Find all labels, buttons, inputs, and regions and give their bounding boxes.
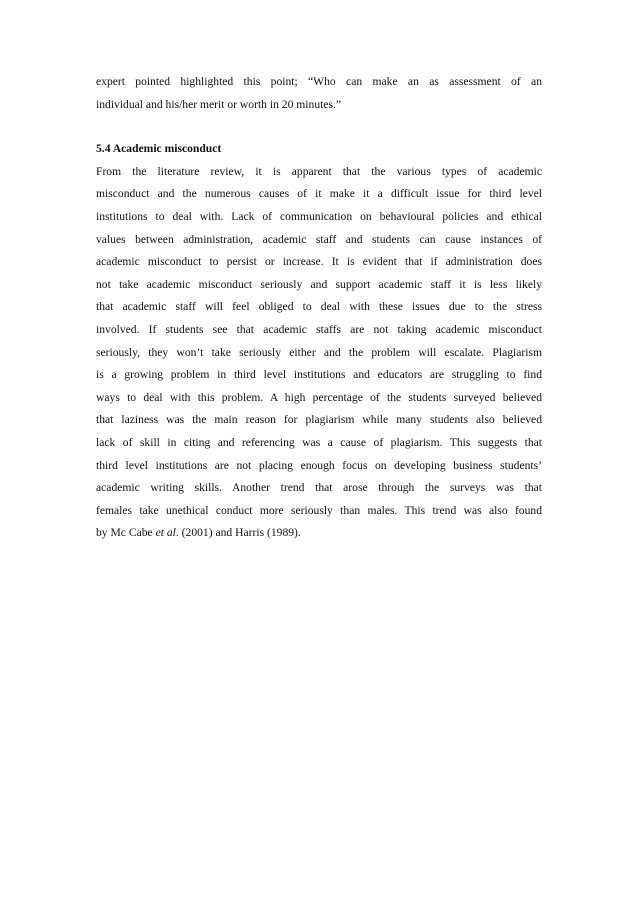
body-line: females take unethical conduct more seriously than males. This trend was also found bbox=[96, 503, 542, 517]
intro-paragraph bbox=[96, 71, 542, 116]
citation-text-end: . (2001) and Harris (1989). bbox=[175, 526, 301, 540]
body-line: misconduct and the numerous causes of it make it a difficult issue for third level bbox=[96, 187, 542, 201]
body-line: third level institutions are not placing enough focus on developing business students’ bbox=[96, 458, 542, 472]
body-line: values between administration, academic staff and students can cause instances of bbox=[96, 232, 542, 246]
body-line: From the literature review, it is apparent that the various types of academic bbox=[96, 164, 542, 178]
citation-italic: et al bbox=[155, 526, 176, 540]
body-final-line bbox=[96, 522, 542, 545]
page-content bbox=[96, 71, 542, 545]
body-line: that laziness was the main reason for plagiarism while many students also believed bbox=[96, 413, 542, 427]
intro-line: expert pointed highlighted this point; “Who can make an as assessment of an bbox=[96, 75, 542, 88]
section-paragraph bbox=[96, 161, 542, 545]
section-heading: 5.4 Academic misconduct bbox=[96, 142, 222, 156]
body-line: not take academic misconduct seriously and support academic staff it is less likely bbox=[96, 277, 542, 291]
body-line: institutions to deal with. Lack of communication on behavioural policies and ethical bbox=[96, 209, 542, 223]
body-line: involved. If students see that academic staffs are not taking academic misconduct bbox=[96, 322, 542, 336]
body-line: academic writing skills. Another trend that arose through the surveys was that bbox=[96, 481, 542, 495]
intro-line: individual and his/her merit or worth in 20 minutes.” bbox=[96, 97, 342, 111]
body-line: academic misconduct to persist or increase. It is evident that if administration does bbox=[96, 255, 542, 269]
body-line: is a growing problem in third level institutions and educators are struggling to find bbox=[96, 368, 542, 382]
body-line: lack of skill in citing and referencing was a cause of plagiarism. This suggests that bbox=[96, 435, 542, 449]
body-line: that academic staff will feel obliged to deal with these issues due to the stress bbox=[96, 300, 542, 314]
body-line: seriously, they won’t take seriously either and the problem will escalate. Plagiarism bbox=[96, 345, 542, 359]
citation-text: by Mc Cabe bbox=[96, 526, 156, 540]
body-line: ways to deal with this problem. A high percentage of the students surveyed believed bbox=[96, 390, 542, 404]
